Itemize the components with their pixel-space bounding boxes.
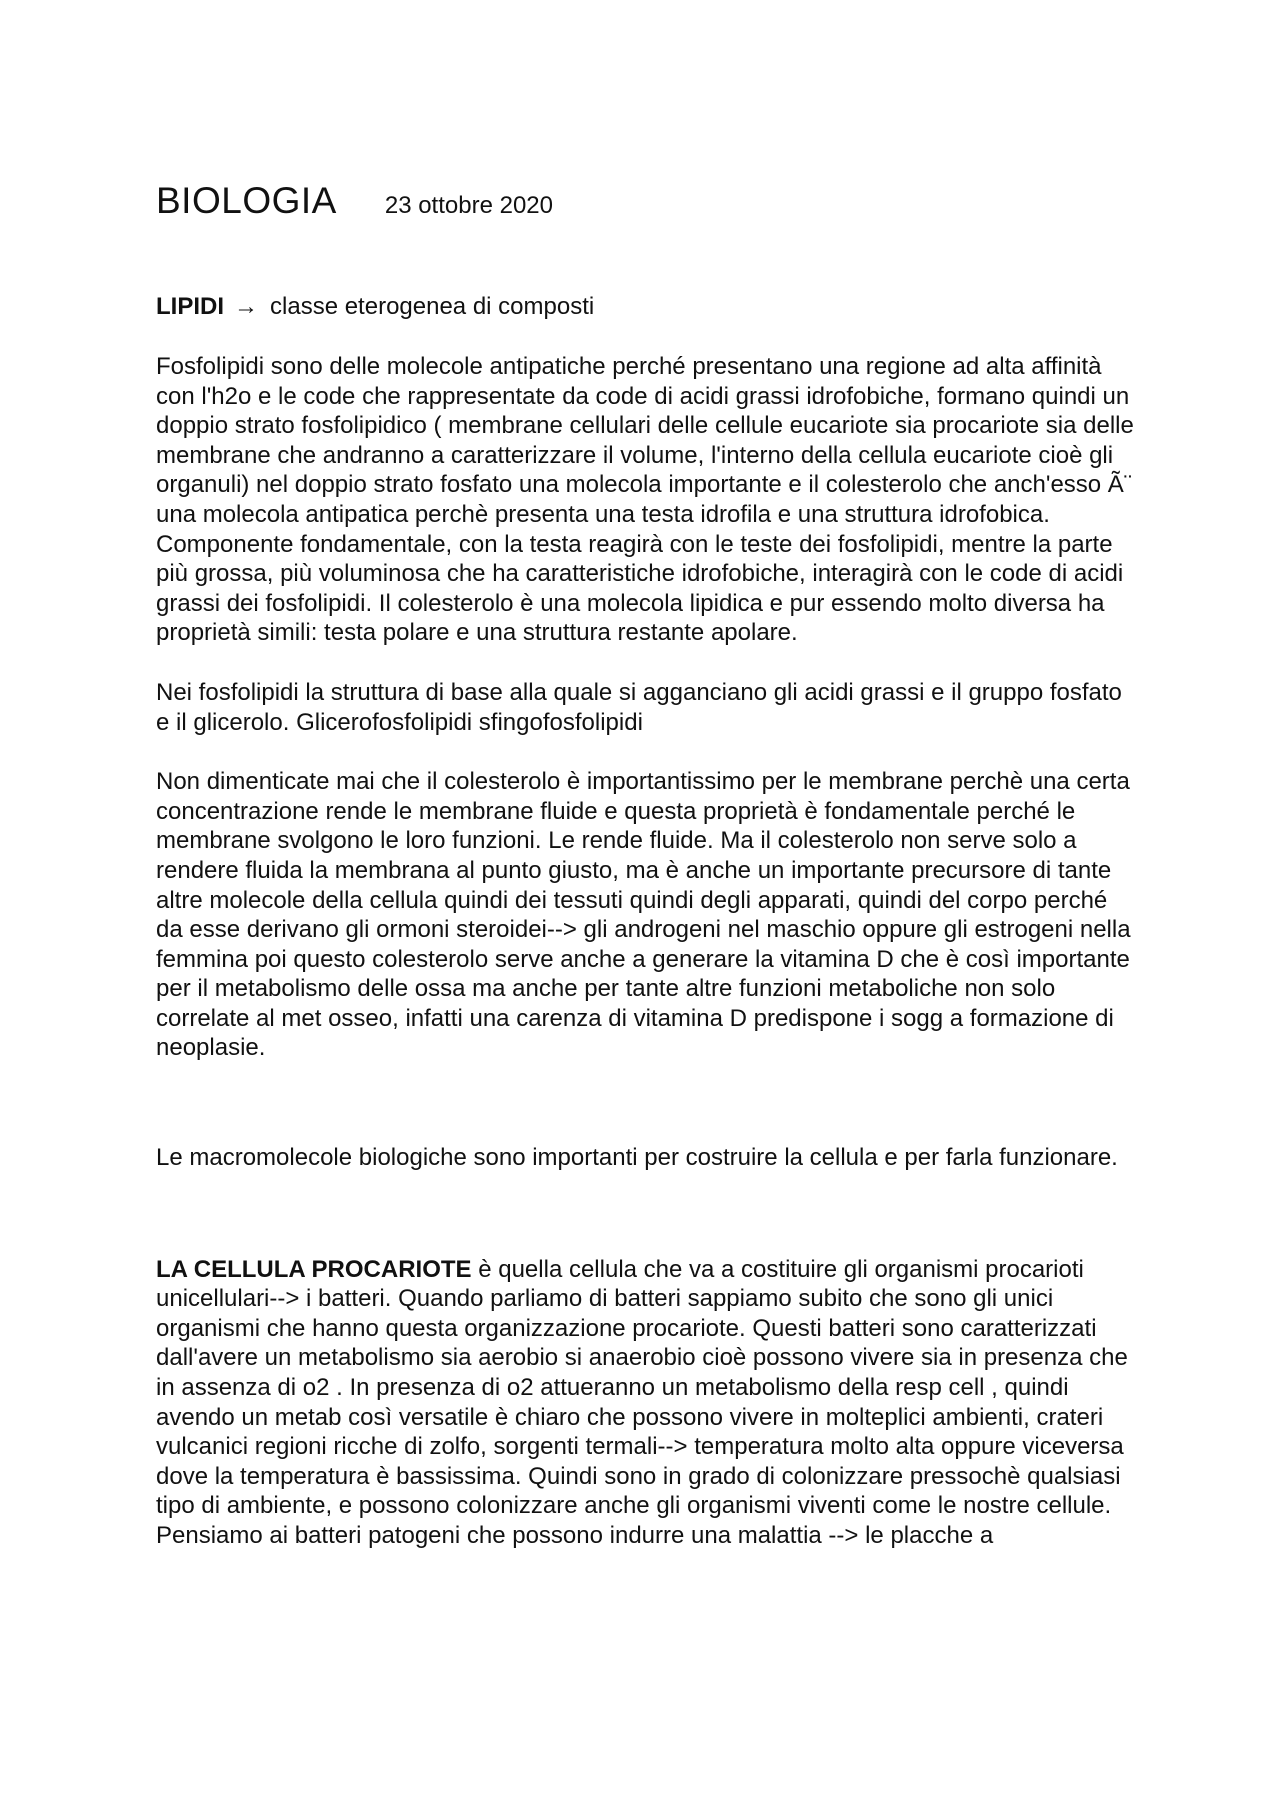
paragraph-struttura-base: Nei fosfolipidi la struttura di base alla quale si agganciano gli acidi grassi e il gruppo fosfato e il glicerolo. Glicerofosfolipidi sfingofosfolipidi (156, 678, 1122, 736)
paragraph-colesterolo: Non dimenticate mai che il colesterolo è importantissimo per le membrane perchè una certa concentrazione rende le membrane fluide e questa proprietà è fondamentale perché le membrane svolgono le loro funzioni. Le rende fluide. Ma il colesterolo non serve solo a rendere fluida la membrana al punto giusto, ma è anche un importante precursore di tante altre molecole della cellula quindi dei tessuti quindi degli apparati, quindi del corpo perché da esse derivano gli ormoni steroidei--> gli androgeni nel maschio oppure gli estrogeni nella femmina poi questo colesterolo serve anche a generare la vitamina D che è così importante per il metabolismo delle ossa ma anche per tante altre funzioni metaboliche non solo correlate al met osseo, infatti una carenza di vitamina D predispone i sogg a formazione di neoplasie. (156, 768, 1131, 1062)
paragraph-cellula-procariote (156, 1255, 1136, 1551)
cellula-procariote-heading: LA CELLULA PROCARIOTE (156, 1255, 472, 1283)
paragraph-macromolecole: Le macromolecole biologiche sono importanti per costruire la cellula e per farla funzionare. (156, 1144, 1118, 1172)
document-header (156, 180, 1136, 222)
cellula-procariote-text: è quella cellula che va a costituire gli organismi procarioti unicellulari--> i batteri. Quando parliamo di batteri sappiamo subito che sono gli unici organismi che hanno questa organizzazione procariote. Questi batteri sono caratterizzati dall'avere un metabolismo sia aerobio si anaerobio cioè possono vivere sia in presenza che in assenza di o2 . In presenza di o2 attueranno un metabolismo della resp cell , quindi avendo un metab così versatile è chiaro che possono vivere in molteplici ambienti, crateri vulcanici regioni ricche di zolfo, sorgenti termali--> temperatura molto alta oppure viceversa dove la temperatura è bassissima. Quindi sono in grado di colonizzare pressochè qualsiasi tipo di ambiente, e possono colonizzare anche gli organismi viventi come le nostre cellule. Pensiamo ai batteri patogeni che possono indurre una malattia --> le placche a (156, 1255, 1128, 1549)
arrow-right-icon: → (234, 293, 259, 320)
document-page (156, 180, 1136, 1581)
document-title: BIOLOGIA (156, 180, 337, 221)
paragraph-fosfolipidi: Fosfolipidi sono delle molecole antipatiche perché presentano una regione ad alta affinità con l'h2o e le code che rappresentate da code di acidi grassi idrofobiche, formano quindi un doppio strato fosfolipidico ( membrane cellulari delle cellule eucariote sia procariote sia delle membrane che andranno a caratterizzare il volume, l'interno della cellula eucariote cioè gli organuli) nel doppio strato fosfato una molecola importante e il colesterolo che anch'esso Ã¨ una molecola antipatica perchè presenta una testa idrofila e una struttura idrofobica. Componente fondamentale, con la testa reagirà con le teste dei fosfolipidi, mentre la parte più grossa, più voluminosa che ha caratteristiche idrofobiche, interagirà con le code di acidi grassi dei fosfolipidi. Il colesterolo è una molecola lipidica e pur essendo molto diversa ha proprietà simili: testa polare e una struttura restante apolare. (156, 353, 1134, 647)
lipidi-heading (156, 292, 1136, 322)
lipidi-title: LIPIDI (156, 293, 225, 320)
lipidi-subtitle: classe eterogenea di composti (270, 293, 595, 320)
document-date: 23 ottobre 2020 (384, 192, 553, 219)
